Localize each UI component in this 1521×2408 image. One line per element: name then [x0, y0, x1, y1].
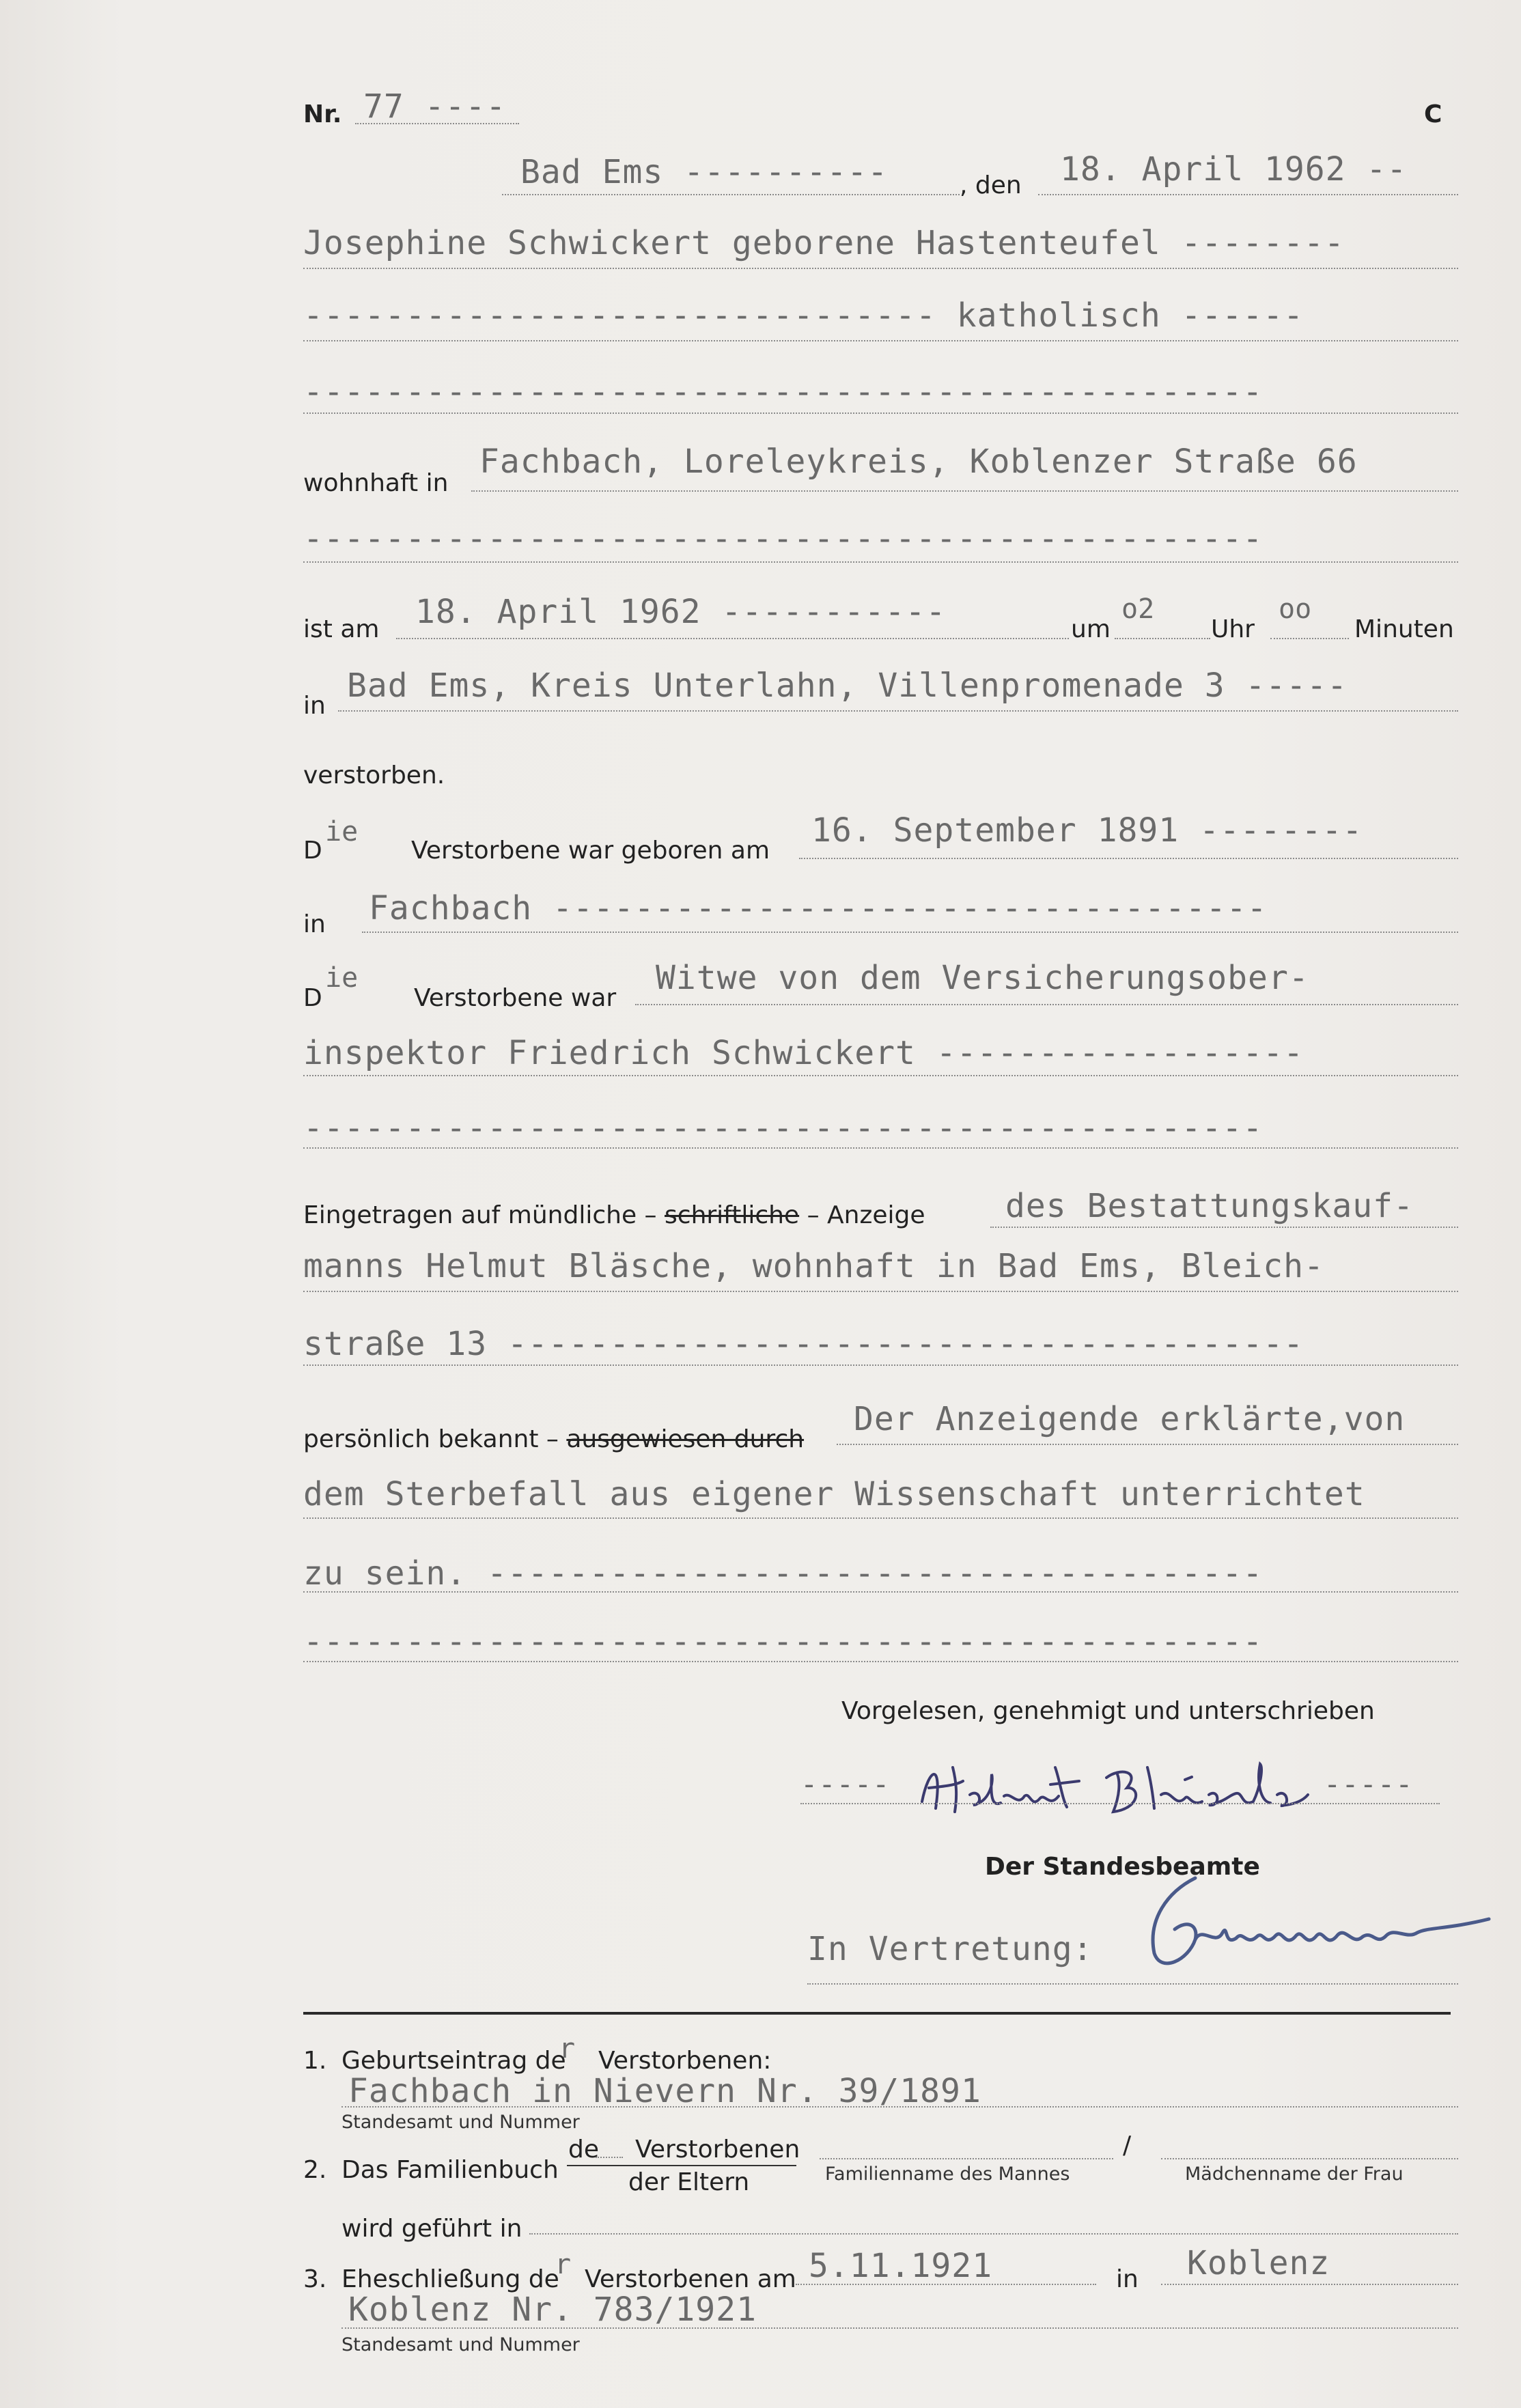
birth-entry-dotline	[341, 2106, 1458, 2108]
marriage-date: 5.11.1921	[809, 2247, 993, 2285]
marital-line-3: -----------------------------------------------	[303, 1109, 1264, 1147]
nr-label: Nr.	[303, 100, 342, 128]
date-dotline	[1038, 194, 1458, 195]
birth-d-prefix: D	[303, 837, 322, 865]
death-place: Bad Ems, Kreis Unterlahn, Villenpromenade 3 -----	[347, 667, 1348, 705]
marital-line-1: Witwe von dem Versicherungsober-	[656, 959, 1309, 997]
religion-dotline	[303, 340, 1458, 341]
registration-label	[303, 1203, 925, 1228]
name-slash: /	[1123, 2131, 1132, 2159]
office-number-caption-3: Standesamt und Nummer	[341, 2334, 580, 2355]
birth-date-dotline	[799, 858, 1458, 859]
identification-line-1: Der Anzeigende erklärte,von	[854, 1400, 1406, 1438]
identification-line-4: -----------------------------------------------	[303, 1623, 1264, 1661]
husband-name-caption: Familienname des Mannes	[825, 2164, 1070, 2185]
marriage-place-dotline	[1161, 2284, 1458, 2285]
death-place-dotline	[338, 710, 1458, 712]
identification-label	[303, 1427, 804, 1452]
deputy-label: In Vertretung:	[807, 1930, 1093, 1968]
read-approved-text: Vorgelesen, genehmigt und unterschrieben	[841, 1697, 1375, 1725]
birth-place-dotline	[362, 932, 1458, 933]
identification-label-struck: ausgewiesen durch	[566, 1425, 805, 1453]
um-label: um	[1071, 615, 1111, 643]
identification-line-3: zu sein. --------------------------------------	[303, 1554, 1264, 1593]
residence-blank: -----------------------------------------------	[303, 520, 1264, 558]
verstorben-label: verstorben.	[303, 761, 445, 789]
marriage-entry-dotline	[341, 2327, 1458, 2329]
de-label: de	[568, 2136, 599, 2164]
kept-in-dotline	[529, 2233, 1458, 2235]
registration-dotline-3	[303, 1364, 1458, 1366]
identification-dotline-2	[303, 1517, 1458, 1519]
verstorbenen-label: Verstorbenen	[635, 2136, 800, 2164]
form-letter: C	[1424, 100, 1442, 128]
identification-dotline-3	[303, 1591, 1458, 1593]
marital-line-2: inspektor Friedrich Schwickert ------------------	[303, 1034, 1304, 1072]
identification-label-start: persönlich bekannt –	[303, 1425, 559, 1453]
identification-line-2: dem Sterbefall aus eigener Wissenschaft unterrichtet	[303, 1475, 1365, 1513]
nr-value: 77 ----	[363, 87, 507, 126]
footnote-3-number: 3.	[303, 2265, 327, 2293]
in-label-birth: in	[303, 910, 326, 938]
informant-dashes-right: -----	[1324, 1767, 1414, 1801]
marriage-in-label: in	[1116, 2265, 1139, 2293]
religion-line: ------------------------------- katholisch ------	[303, 296, 1304, 335]
name-line: Josephine Schwickert geborene Hastenteufel --------	[303, 224, 1345, 262]
residence-value: Fachbach, Loreleykreis, Koblenzer Straße 66	[479, 443, 1358, 481]
minuten-label: Minuten	[1354, 615, 1454, 643]
uhr-label: Uhr	[1211, 615, 1255, 643]
parents-label: der Eltern	[628, 2168, 750, 2196]
marital-d-suffix: ie	[325, 962, 359, 994]
informant-dashes-left: -----	[800, 1767, 891, 1801]
marriage-r: r	[555, 2249, 572, 2280]
blank-line-1: -----------------------------------------------	[303, 373, 1264, 411]
born-on-label: Verstorbene war geboren am	[411, 837, 770, 865]
informant-signature	[915, 1754, 1311, 1829]
wohnhaft-label: wohnhaft in	[303, 469, 449, 497]
footnote-2-number: 2.	[303, 2156, 327, 2184]
registration-label-start: Eingetragen auf mündliche –	[303, 1201, 657, 1229]
death-date-dotline	[396, 638, 1069, 639]
nr-dotline	[355, 123, 519, 124]
birth-place: Fachbach -----------------------------------	[369, 889, 1268, 927]
minutes-dotline	[1270, 638, 1349, 639]
deputy-signature	[1106, 1864, 1496, 1980]
place-value: Bad Ems ----------	[520, 153, 889, 191]
deputy-dotline	[807, 1983, 1458, 1985]
death-hour: o2	[1121, 593, 1155, 625]
marriage-entry-value: Koblenz Nr. 783/1921	[348, 2291, 757, 2329]
marital-label: Verstorbene war	[414, 984, 617, 1012]
birth-d-suffix: ie	[325, 816, 359, 848]
registration-label-struck: schriftliche	[665, 1201, 800, 1229]
birth-entry-r: r	[559, 2033, 576, 2064]
date-value: 18. April 1962 --	[1060, 150, 1408, 188]
marital-dotline-3	[303, 1147, 1458, 1149]
in-label-death: in	[303, 692, 326, 720]
footnote-separator	[303, 2012, 1451, 2015]
place-dotline	[502, 194, 960, 195]
marital-dotline-2	[303, 1075, 1458, 1076]
registration-label-end: – Anzeige	[807, 1201, 925, 1229]
footnote-1-number: 1.	[303, 2047, 327, 2075]
de-dotline	[596, 2157, 623, 2158]
marriage-place: Koblenz	[1187, 2244, 1330, 2282]
birth-entry-label-end: Verstorbenen:	[598, 2047, 772, 2075]
registration-line-1: des Bestattungskauf-	[1005, 1187, 1414, 1225]
husband-name-dotline	[820, 2158, 1113, 2159]
marital-dotline-1	[635, 1004, 1458, 1005]
marriage-date-dotline	[796, 2284, 1096, 2285]
death-minutes: oo	[1279, 593, 1312, 625]
den-label: , den	[960, 171, 1022, 199]
identification-dotline-4	[303, 1661, 1458, 1662]
birth-date: 16. September 1891 --------	[811, 811, 1363, 850]
informant-signature-dotline	[800, 1803, 1440, 1804]
registration-line-3: straße 13 ---------------------------------------	[303, 1325, 1304, 1363]
hour-dotline	[1115, 638, 1210, 639]
kept-in-label: wird geführt in	[341, 2215, 522, 2243]
registration-line-2: manns Helmut Bläsche, wohnhaft in Bad Ems, Bleich-	[303, 1247, 1324, 1285]
marital-d-prefix: D	[303, 984, 322, 1012]
registration-dotline-2	[303, 1291, 1458, 1292]
office-number-caption-1: Standesamt und Nummer	[341, 2112, 580, 2133]
name-dotline	[303, 268, 1458, 269]
marriage-label-end: Verstorbenen am	[585, 2265, 796, 2293]
family-book-label: Das Familienbuch	[341, 2156, 559, 2184]
blank-dotline-1	[303, 412, 1458, 414]
birth-entry-value: Fachbach in Nievern Nr. 39/1891	[348, 2072, 981, 2110]
residence-dotline	[471, 490, 1458, 492]
birth-entry-label-start: Geburtseintrag de	[341, 2047, 566, 2075]
wife-name-dotline	[1161, 2158, 1458, 2159]
registration-dotline-1	[990, 1227, 1458, 1228]
wife-maiden-caption: Mädchenname der Frau	[1185, 2164, 1404, 2185]
ist-am-label: ist am	[303, 615, 380, 643]
registrar-title: Der Standesbeamte	[985, 1853, 1260, 1881]
marriage-label-start: Eheschließung de	[341, 2265, 559, 2293]
fraction-line	[567, 2165, 796, 2166]
death-date: 18. April 1962 -----------	[415, 593, 947, 631]
identification-dotline-1	[837, 1444, 1458, 1445]
residence-blank-dotline	[303, 561, 1458, 563]
